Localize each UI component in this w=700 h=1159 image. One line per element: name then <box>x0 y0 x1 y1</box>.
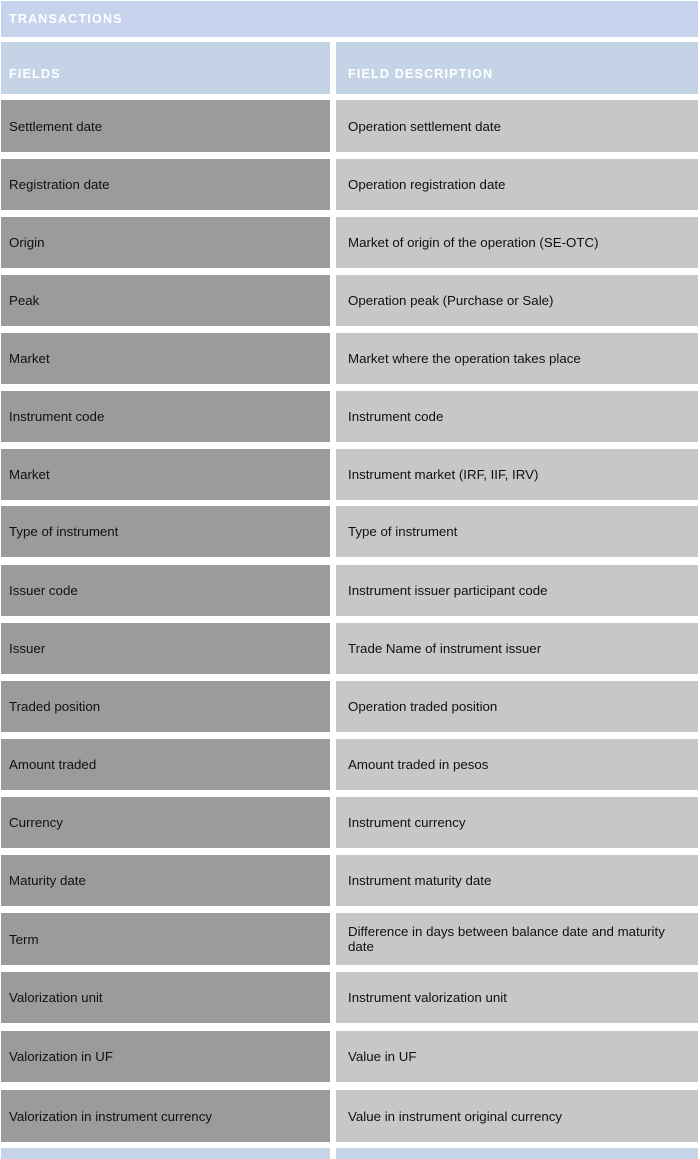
field-description-cell: Instrument valorization unit <box>336 972 698 1023</box>
table-row <box>0 623 700 674</box>
field-description-cell: Operation settlement date <box>336 100 698 152</box>
field-name-cell: Registration date <box>1 159 330 210</box>
field-name-cell: Settlement date <box>1 100 330 152</box>
column-header-description-label: FIELD DESCRIPTION <box>348 67 494 81</box>
field-description-cell: Difference in days between balance date and maturity date <box>336 913 698 965</box>
field-description-cell: Value in instrument original currency <box>336 1090 698 1142</box>
table-title: TRANSACTIONS <box>9 12 123 26</box>
field-name-cell: Instrument code <box>1 391 330 442</box>
table-row <box>0 100 700 152</box>
field-description-cell: Instrument issuer participant code <box>336 565 698 616</box>
table-footer-right <box>336 1148 698 1159</box>
table-row <box>0 681 700 732</box>
table-row <box>0 972 700 1023</box>
field-description-cell: Market of origin of the operation (SE-OTC) <box>336 217 698 268</box>
table-footer-left <box>1 1148 330 1159</box>
field-name-cell: Term <box>1 913 330 965</box>
field-name-cell: Peak <box>1 275 330 326</box>
table-row <box>0 1031 700 1082</box>
table-row <box>0 739 700 790</box>
field-name-cell: Amount traded <box>1 739 330 790</box>
field-name-cell: Currency <box>1 797 330 848</box>
table-row <box>0 506 700 557</box>
field-name-cell: Valorization unit <box>1 972 330 1023</box>
field-name-cell: Type of instrument <box>1 506 330 557</box>
field-name-cell: Valorization in instrument currency <box>1 1090 330 1142</box>
field-description-cell: Instrument code <box>336 391 698 442</box>
table-row <box>0 1090 700 1142</box>
field-description-cell: Instrument currency <box>336 797 698 848</box>
table-row <box>0 333 700 384</box>
field-description-cell: Trade Name of instrument issuer <box>336 623 698 674</box>
field-name-cell: Issuer code <box>1 565 330 616</box>
table-row <box>0 855 700 906</box>
field-name-cell: Issuer <box>1 623 330 674</box>
field-description-cell: Market where the operation takes place <box>336 333 698 384</box>
table-row <box>0 159 700 210</box>
table-row <box>0 449 700 500</box>
table-row <box>0 391 700 442</box>
field-description-cell: Operation traded position <box>336 681 698 732</box>
column-header-fields <box>1 42 330 94</box>
table-title-bar <box>1 1 698 37</box>
table-row <box>0 275 700 326</box>
table-row <box>0 913 700 965</box>
field-name-cell: Traded position <box>1 681 330 732</box>
field-name-cell: Market <box>1 333 330 384</box>
field-description-cell: Amount traded in pesos <box>336 739 698 790</box>
column-header-fields-label: FIELDS <box>9 67 61 81</box>
field-description-cell: Instrument market (IRF, IIF, IRV) <box>336 449 698 500</box>
field-name-cell: Origin <box>1 217 330 268</box>
field-name-cell: Market <box>1 449 330 500</box>
field-description-cell: Operation peak (Purchase or Sale) <box>336 275 698 326</box>
field-name-cell: Valorization in UF <box>1 1031 330 1082</box>
table-row <box>0 797 700 848</box>
field-description-cell: Operation registration date <box>336 159 698 210</box>
field-name-cell: Maturity date <box>1 855 330 906</box>
table-row <box>0 217 700 268</box>
field-description-cell: Value in UF <box>336 1031 698 1082</box>
column-header-description <box>336 42 698 94</box>
table-row <box>0 565 700 616</box>
field-description-cell: Instrument maturity date <box>336 855 698 906</box>
field-description-cell: Type of instrument <box>336 506 698 557</box>
